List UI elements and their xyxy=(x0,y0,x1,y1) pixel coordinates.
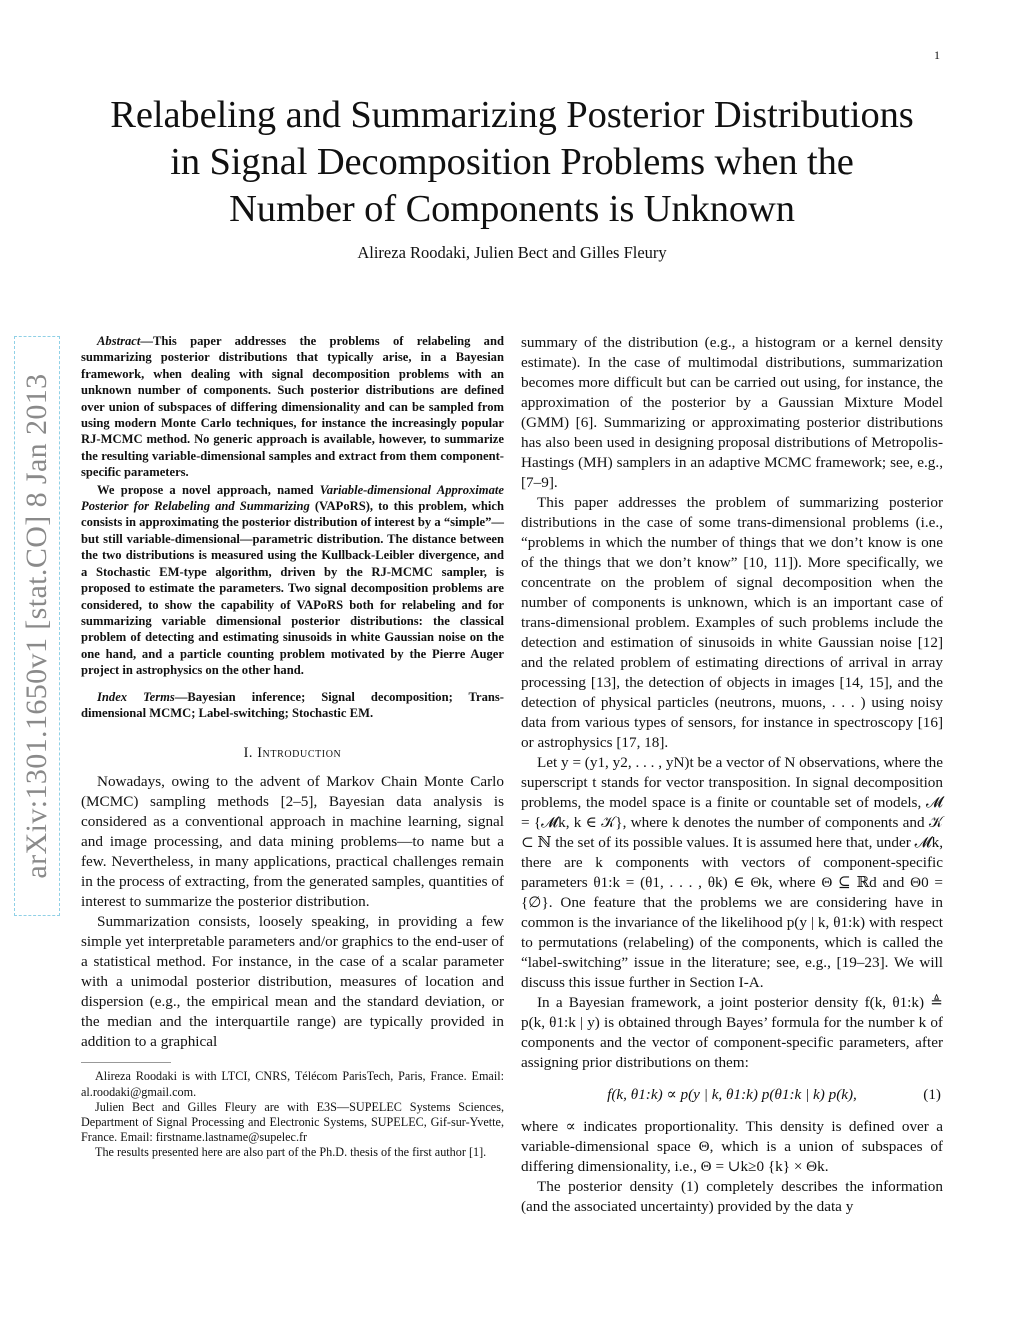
equation-number: (1) xyxy=(923,1086,941,1103)
footnote-divider xyxy=(81,1062,171,1063)
equation-1 xyxy=(521,1085,943,1105)
title-line: in Signal Decomposition Problems when the xyxy=(170,141,854,183)
right-column-text xyxy=(521,333,943,1217)
body-paragraph: In a Bayesian framework, a joint posterior density f(k, θ1:k) ≜ p(k, θ1:k | y) is obtained through Bayes’ formula for the number k of components and the vector of component-specific parameters, after assigning prior distributions on them: xyxy=(521,994,943,1071)
abstract-label: Abstract xyxy=(97,334,141,348)
right-column xyxy=(521,333,943,1217)
footnote: Alireza Roodaki is with LTCI, CNRS, Télécom ParisTech, Paris, France. Email: al.roodaki@gmail.com. xyxy=(81,1069,504,1099)
abstract-paragraph xyxy=(81,482,504,679)
index-terms-label: Index Terms xyxy=(97,689,175,704)
abstract-text: —This paper addresses the problems of relabeling and summarizing posterior distributions that typically arise, in a Bayesian framework, when dealing with signal decomposition problems with an unknown number of components. Such posterior distributions are defined over union of subspaces of differing dimensionality and can be sampled from using modern Monte Carlo techniques, for instance the increasingly popular RJ-MCMC method. No generic approach is available, however, to summarize the resulting variable-dimensional samples and extract from them component-specific parameters. xyxy=(81,334,504,480)
index-terms xyxy=(81,689,504,722)
abstract xyxy=(81,333,504,721)
footnote: The results presented here are also part of the Ph.D. thesis of the first author [1]. xyxy=(95,1145,487,1160)
abstract-text: (VAPoRS), to this problem, which consists in approximating the posterior distribution of interest by a “simple”—but still variable-dimensional—parametric distribution. The distance between the two distributions is measured using the Kullback-Leibler divergence, and a Stochastic EM-type algorithm, driven by the RJ-MCMC sampler, is proposed to estimate the parameters. Two signal decomposition problems are considered, to show the capability of VAPoRS both for relabeling and for summarizing variable dimensional posterior distributions: the classical problem of detecting and estimating sinusoids in white Gaussian noise on the one hand, and a particle counting problem motivated by the Pierre Auger project in astrophysics on the other hand. xyxy=(81,499,504,678)
body-paragraph: summary of the distribution (e.g., a histogram or a kernel density estimate). In the case of multimodal distributions, summarization becomes more difficult but can be carried out using, for instance, the approximation of the posterior by a Gaussian Mixture Model (GMM) [6]. Summarizing or approximating posterior distributions has also been used in designing proposal distributions of Metropolis-Hastings (MH) samplers in an adaptive MCMC framework; see, e.g., [7–9]. xyxy=(521,334,943,491)
body-paragraph: Let y = (y1, y2, . . . , yN)t be a vector of N observations, where the superscript t stands for vector transposition. In signal decomposition problems, the model space is a finite or countable set of models, 𝓜 = {𝓜k, k ∈ 𝒦}, where k denotes the number of components and 𝒦 ⊂ ℕ the set of its possible values. It is assumed here that, under 𝓜k, there are k components with vectors of component-specific parameters θ1:k = (θ1, . . . , θk) ∈ Θk, where Θ ⊆ ℝd and Θ0 = {∅}. One feature that the problems we are considering have in common is the invariance of the likelihood p(y | k, θ1:k) with respect to permutations (relabeling) of the components, which is called the “label-switching” issue in the literature; see, e.g., [19–23]. We will discuss this issue further in Section I-A. xyxy=(521,754,943,991)
body-paragraph: Summarization consists, loosely speaking, in providing a few simple yet interpretable parameters and/or graphics to the end-user of a statistical method. For instance, in the case of a scalar parameter with a unimodal posterior distribution, measures of location and dispersion (e.g., the empirical mean and the standard deviation, or the median and the interquartile range) are typically provided in addition to a graphical xyxy=(81,913,504,1051)
index-terms-text: —Bayesian inference; Signal decomposition; Trans-dimensional MCMC; Label-switching; Stochastic EM. xyxy=(81,689,504,720)
arxiv-identifier: arXiv:1301.1650v1 [stat.CO] 8 Jan 2013 xyxy=(20,373,53,879)
body-paragraph: This paper addresses the problem of summarizing posterior distributions in the case of some trans-dimensional problems (i.e., “problems in which the number of things that we don’t know is one of the things that we don’t know” [10, 11]). More specifically, we concentrate on the problem of signal decomposition when the number of components is unknown, which is an important case of trans-dimensional problem. Examples of such problems include the detection and estimation of sinusoids in white Gaussian noise [12] and the related problem of estimating directions of arrival in array processing [13], the detection of objects in images [14, 15], and the detection of physical particles (neutrons, muons, . . . ) using noisy data from various types of sensors, for instance in spectroscopy [16] or astrophysics [17, 18]. xyxy=(521,494,943,751)
section-heading: I. Introduction xyxy=(243,745,342,762)
equation-body: f(k, θ1:k) ∝ p(y | k, θ1:k) p(θ1:k | k) p(k), xyxy=(607,1086,857,1103)
body-paragraph: where ∝ indicates proportionality. This density is defined over a variable-dimensional space Θ, which is a union of subspaces of differing dimensionality, i.e., Θ = ∪k≥0 {k} × Θk. xyxy=(521,1118,943,1175)
left-column xyxy=(81,333,504,1161)
abstract-text: We propose a novel approach, named xyxy=(97,482,320,497)
abstract-paragraph xyxy=(81,333,504,481)
title-line: Relabeling and Summarizing Posterior Distributions xyxy=(110,94,914,136)
body-paragraph: Nowadays, owing to the advent of Markov Chain Monte Carlo (MCMC) sampling methods [2–5], Bayesian data analysis is considered as a conventional approach in machine learning, signal and image processing, and data mining problems—to name but a few. Nevertheless, in many applications, practical challenges remain in the process of extracting, from the generated samples, quantities of interest to summarize the posterior distribution. xyxy=(81,773,504,911)
footnotes xyxy=(81,1069,504,1160)
body-paragraph: The posterior density (1) completely describes the information (and the associated uncertainty) provided by the data y xyxy=(521,1178,943,1215)
authors: Alireza Roodaki, Julien Bect and Gilles Fleury xyxy=(357,243,667,262)
method-name: Variable-dimensional Approximate Posterior for Relabeling and Summarizing xyxy=(81,482,504,514)
title-line: Number of Components is Unknown xyxy=(229,188,795,230)
page-number: 1 xyxy=(934,48,940,62)
paper-title-block xyxy=(60,92,964,263)
introduction-text xyxy=(81,772,504,1052)
arxiv-stamp xyxy=(14,336,60,916)
footnote: Julien Bect and Gilles Fleury are with E3S—SUPELEC Systems Sciences, Department of Signal Processing and Electronic Systems, SUPELEC, Gif-sur-Yvette, France. Email: firstname.lastname@supelec.fr xyxy=(81,1099,504,1145)
